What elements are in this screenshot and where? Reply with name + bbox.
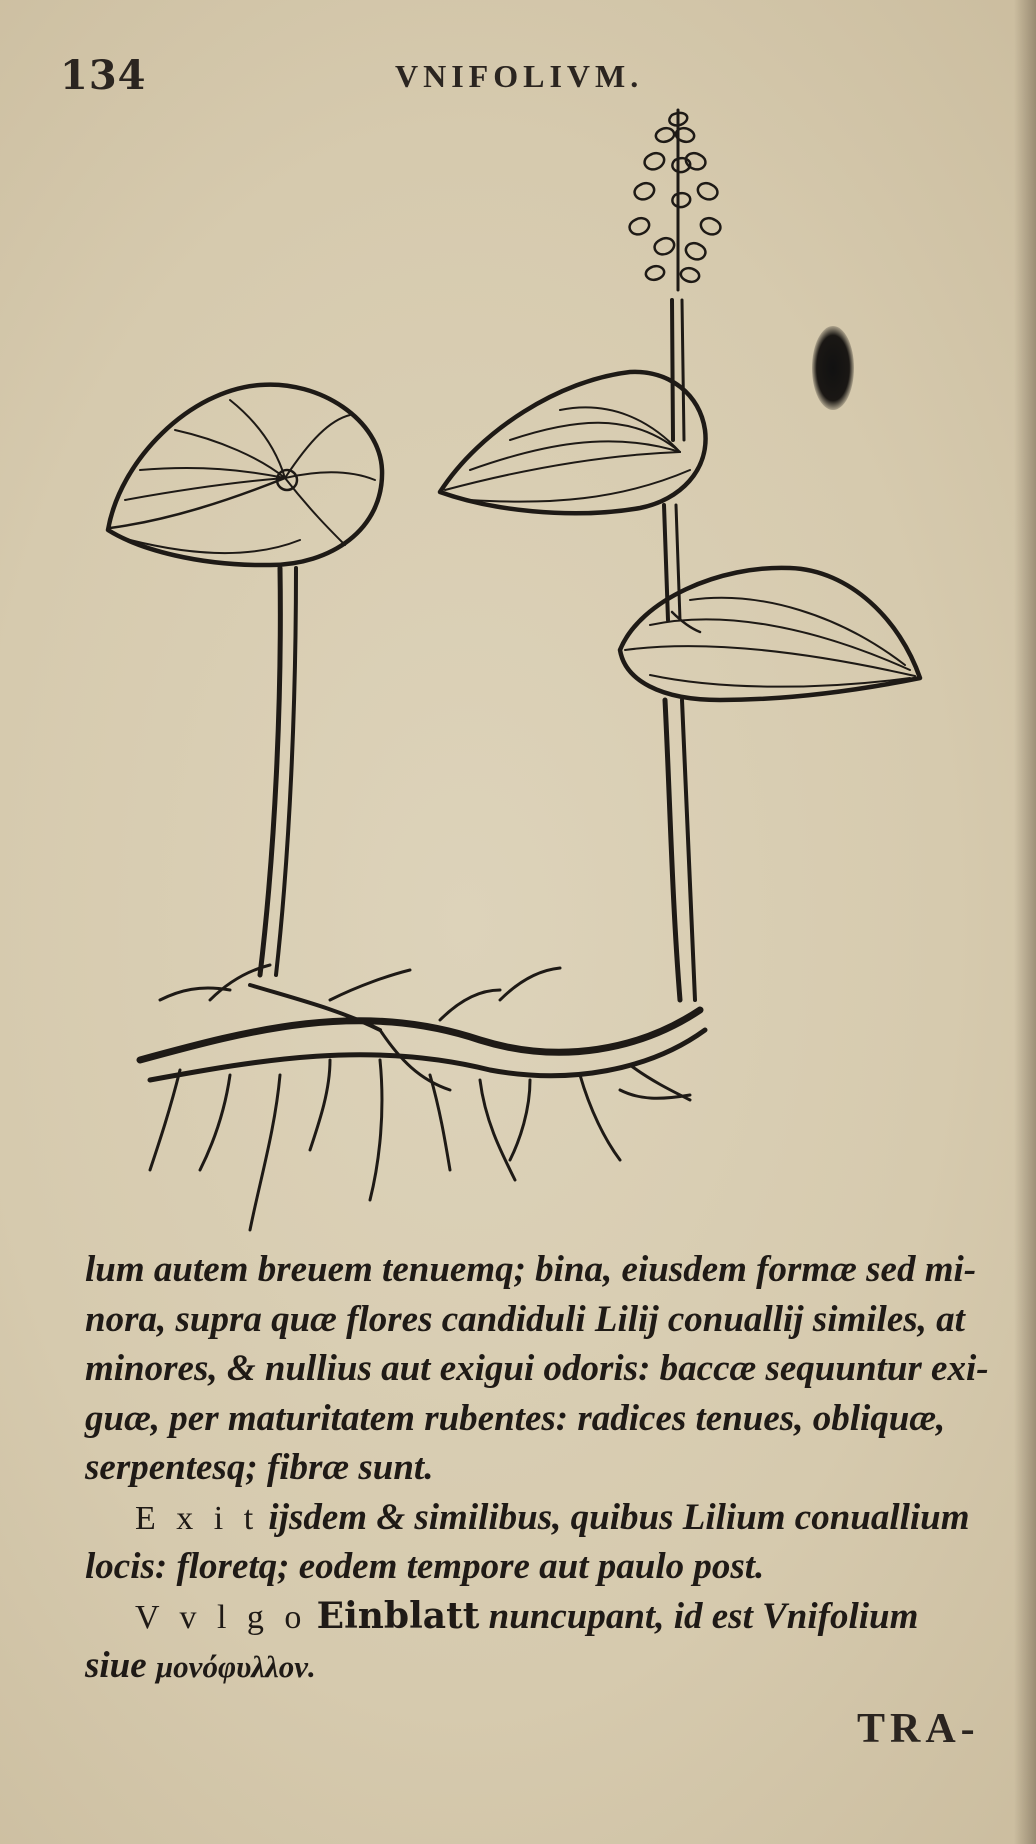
catchword: TRA- (857, 1706, 980, 1752)
vulgo-rest: nuncupant, id est Vnifolium (479, 1595, 919, 1637)
vulgo-caps: V v l g o (135, 1598, 308, 1636)
lily-of-the-valley-woodcut-icon (0, 95, 1036, 1245)
vulgo-paragraph (85, 1592, 995, 1642)
sive-latin: siue (85, 1645, 147, 1686)
text-line: locis: floretq; eodem tempore aut paulo post. (85, 1546, 765, 1587)
exit-caps: E x i t (135, 1499, 260, 1537)
text-line: lum autem breuem tenuemq; bina, eiusdem formæ sed mi- (85, 1249, 977, 1290)
exit-paragraph (85, 1493, 995, 1543)
body-text (85, 1245, 995, 1691)
german-name: Einblatt (316, 1594, 480, 1637)
page-number: 134 (60, 52, 147, 99)
sive-line (85, 1641, 995, 1691)
text-line: serpentesq; fibræ sunt. (85, 1447, 434, 1488)
greek-name: μονόφυλλον. (155, 1649, 316, 1684)
ink-spot (812, 326, 854, 410)
text-line: nora, supra quæ flores candiduli Lilij conuallij similes, at (85, 1298, 965, 1340)
text-line: minores, & nullius aut exigui odoris: baccæ sequuntur exi- (85, 1348, 989, 1389)
text-line: guæ, per maturitatem rubentes: radices tenues, obliquæ, (85, 1397, 946, 1439)
running-title: VNIFOLIVM. (395, 58, 644, 94)
exit-rest: ijsdem & similibus, quibus Lilium conuallium (259, 1496, 970, 1538)
